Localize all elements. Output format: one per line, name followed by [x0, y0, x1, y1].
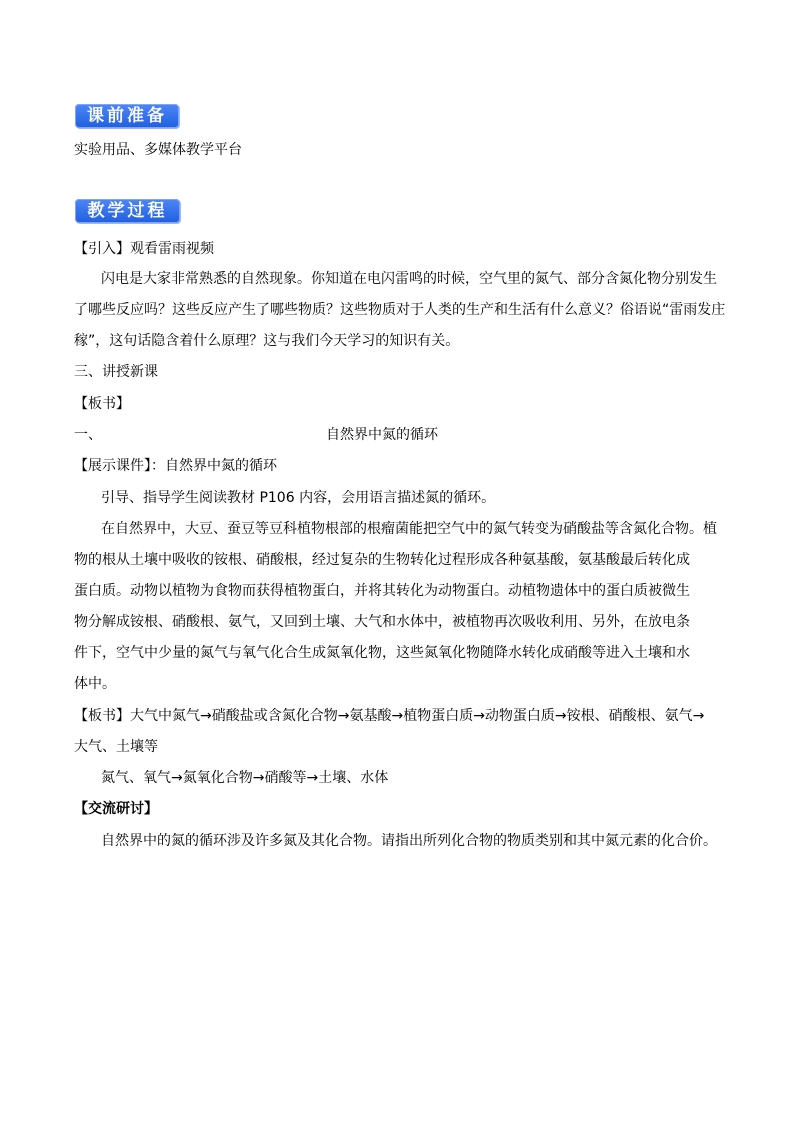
- discussion-label: 【交流研讨】: [74, 801, 158, 817]
- board-2-line-1: 【板书】大气中氮气→硝酸盐或含氮化合物→氨基酸→植物蛋白质→动物蛋白质→铵根、硝酸根、氨气→: [74, 708, 705, 724]
- process-section-label: 教学过程: [75, 199, 180, 223]
- courseware-para-line-6: 体中。: [74, 676, 116, 692]
- courseware-label: 【展示课件】：自然界中氮的循环: [74, 458, 277, 474]
- section-3-heading: 三、讲授新课: [74, 364, 158, 380]
- intro-label: 【引入】观看雷雨视频: [74, 241, 214, 257]
- board-2-line-2: 大气、土壤等: [74, 739, 158, 755]
- heading-title: 自然界中氮的循环: [326, 427, 438, 443]
- courseware-para-line-1: 在自然界中，大豆、蚕豆等豆科植物根部的根瘤菌能把空气中的氮气转变为硝酸盐等含氮化合物。植: [101, 521, 717, 537]
- discussion-text: 自然界中的氮的循环涉及许多氮及其化合物。请指出所列化合物的物质类别和其中氮元素的化合价。: [101, 833, 717, 849]
- prep-section-label: 课前准备: [75, 104, 179, 128]
- courseware-guide: 引导、指导学生阅读教材 P106 内容，会用语言描述氮的循环。: [101, 490, 496, 506]
- courseware-para-line-4: 物分解成铵根、硝酸根、氨气，又回到土壤、大气和水体中，被植物再次吸收利用、另外，在放电条: [74, 614, 690, 630]
- prep-text: 实验用品、多媒体教学平台: [74, 142, 242, 158]
- board-label-1: 【板书】: [74, 396, 130, 412]
- intro-para-line-1: 闪电是大家非常熟悉的自然现象。你知道在电闪雷鸣的时候，空气里的氮气、部分含氮化物分别发生: [101, 271, 717, 287]
- board-2-line-3: 氮气、氧气→氮氧化合物→硝酸等→土壤、水体: [101, 770, 389, 786]
- intro-para-line-2: 了哪些反应吗？这些反应产生了哪些物质？这些物质对于人类的生产和生活有什么意义？俗语说“雷雨发庄: [74, 302, 726, 318]
- heading-number: 一、: [74, 427, 102, 443]
- intro-para-line-3: 稼”，这句话隐含着什么原理？这与我们今天学习的知识有关。: [74, 333, 460, 349]
- courseware-para-line-2: 物的根从土壤中吸收的铵根、硝酸根，经过复杂的生物转化过程形成各种氨基酸，氨基酸最后转化成: [74, 552, 690, 568]
- courseware-para-line-3: 蛋白质。动物以植物为食物而获得植物蛋白，并将其转化为动物蛋白。动植物遗体中的蛋白质被微生: [74, 583, 690, 599]
- courseware-para-line-5: 件下，空气中少量的氮气与氧气化合生成氮氧化物，这些氮氧化物随降水转化成硝酸等进入土壤和水: [74, 645, 690, 661]
